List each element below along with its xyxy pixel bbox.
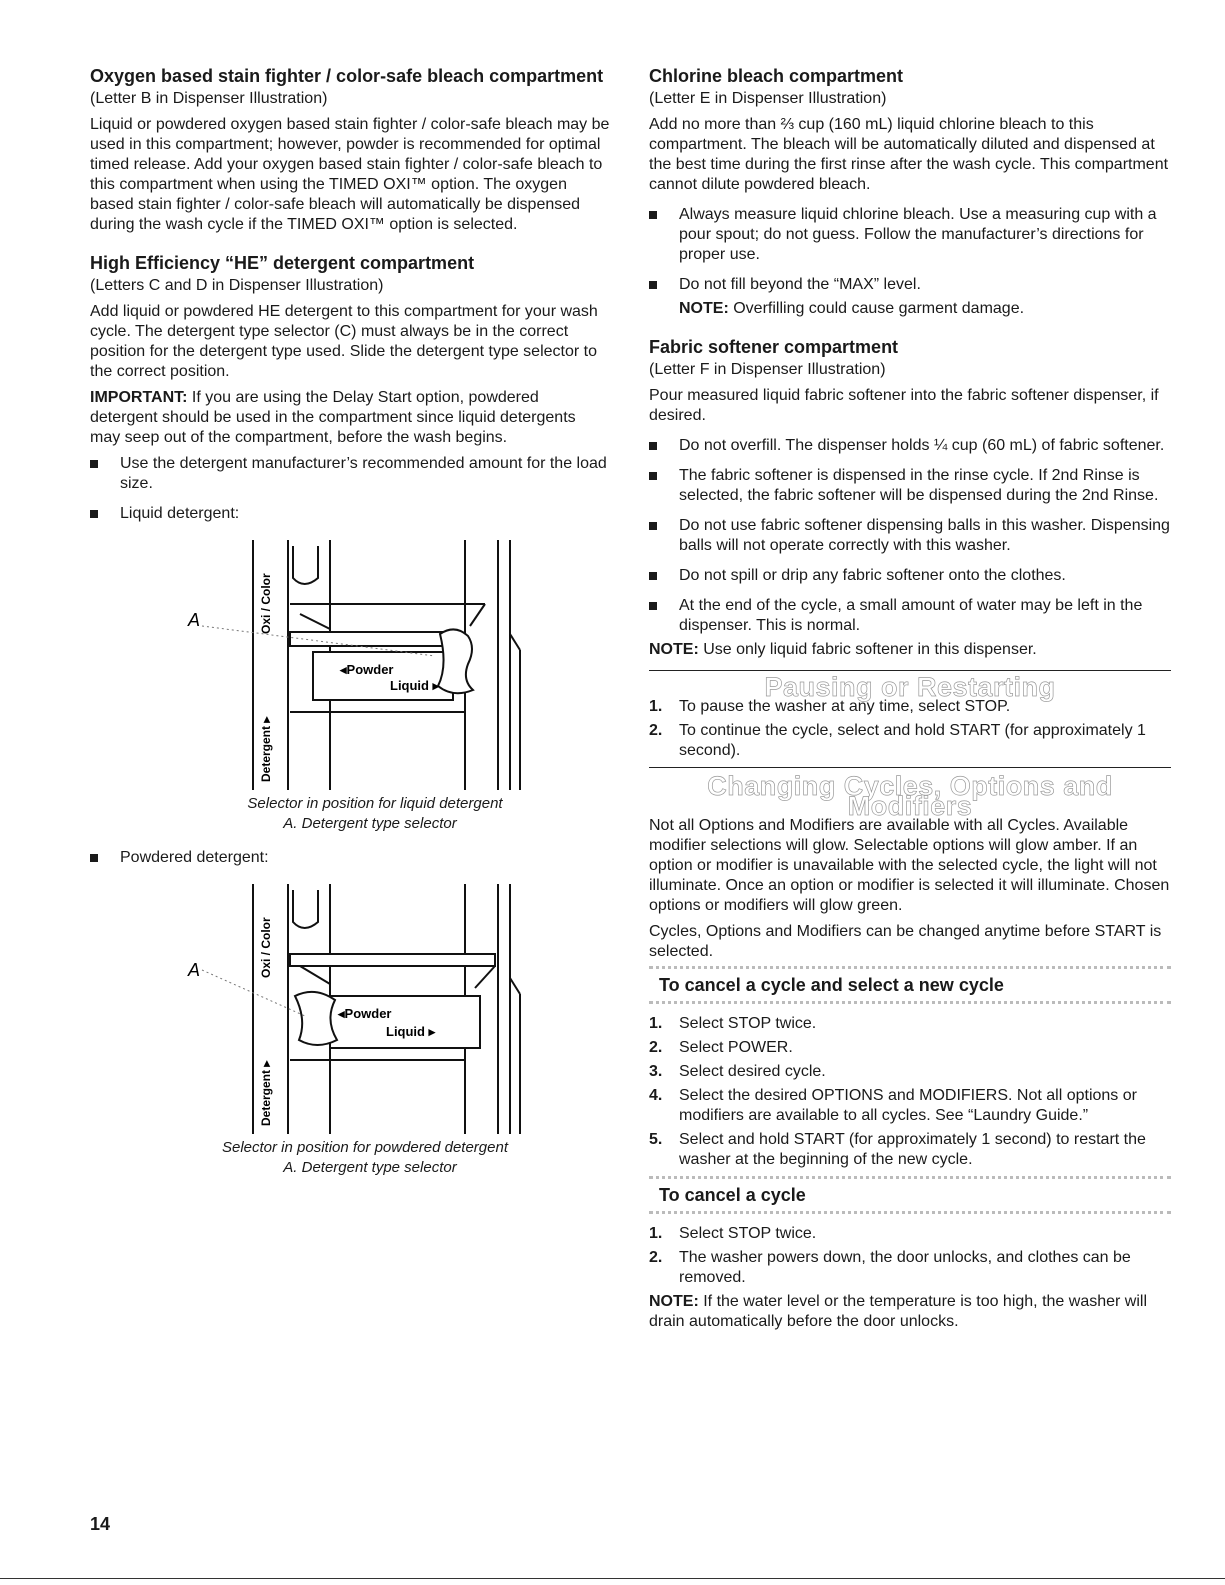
he-body: Add liquid or powdered HE detergent to this compartment for your wash cycle. The detergent type selector (C) must always be in the correct position for the detergent type used. Slide the detergent type selector to the correct position.: [90, 303, 598, 380]
pausing-steps: [649, 697, 1171, 761]
softener-bullets: [649, 436, 1171, 636]
figure-caption-2: A. Detergent type selector: [283, 1159, 457, 1176]
liquid-selector-illustration: [90, 534, 610, 794]
softener-bullet: The fabric softener is dispensed in the rinse cycle. If 2nd Rinse is selected, the fabric softener will be dispensed during the 2nd Rinse.: [649, 466, 1171, 506]
liquid-label: Liquid ▸: [390, 678, 440, 693]
chlorine-bullet: Always measure liquid chlorine bleach. Use a measuring cup with a pour spout; do not guess. Follow the manufacturer’s directions for proper use.: [649, 205, 1171, 265]
note-text: If the water level or the temperature is too high, the washer will drain automatically before the door unlocks.: [649, 1293, 1147, 1330]
oxi-color-label: Oxi / Color: [259, 917, 273, 978]
detergent-label: Detergent ▸: [259, 1060, 273, 1126]
softener-note: [649, 640, 1171, 660]
cancel-new-step: 5. Select and hold START (for approximately 1 second) to restart the washer at the beginning of the new cycle.: [649, 1131, 1146, 1168]
powder-label: ◂Powder: [338, 1006, 392, 1021]
cancel-new-step: 2. Select POWER.: [649, 1039, 793, 1056]
subsection-divider: [649, 966, 1171, 969]
softener-bullet: At the end of the cycle, a small amount of water may be left in the dispenser. This is normal.: [649, 596, 1171, 636]
cancel-heading: To cancel a cycle: [659, 1185, 806, 1205]
cancel-new-step: 4. Select the desired OPTIONS and MODIFIERS. Not all options or modifiers are available to all cycles. See “Laundry Guide.”: [649, 1087, 1137, 1124]
figure-letter-a: A: [188, 610, 201, 630]
page-bottom-rule: [0, 1578, 1225, 1579]
he-important: [90, 388, 610, 448]
figure-caption: Selector in position for liquid detergent: [247, 795, 503, 812]
softener-body: Pour measured liquid fabric softener into the fabric softener dispenser, if desired.: [649, 387, 1159, 424]
powdered-detergent-figure: [90, 878, 610, 1138]
pausing-step: 2. To continue the cycle, select and hold START (for approximately 1 second).: [649, 722, 1146, 759]
subsection-divider: [649, 1211, 1171, 1214]
powder-label: ◂Powder: [340, 662, 394, 677]
changing-heading: Changing Cycles, Options and Modifiers: [707, 771, 1113, 821]
cancel-note: [649, 1292, 1171, 1332]
subsection-divider: [649, 1001, 1171, 1004]
changing-paragraph-2: Cycles, Options and Modifiers can be changed anytime before START is selected.: [649, 923, 1162, 960]
he-heading: High Efficiency “HE” detergent compartment: [90, 253, 475, 273]
oxygen-heading: Oxygen based stain fighter / color-safe bleach compartment: [90, 66, 604, 86]
figure-caption: Selector in position for powdered detergent: [221, 1139, 508, 1156]
liquid-detergent-figure: [90, 534, 610, 794]
important-label: IMPORTANT:: [90, 389, 188, 406]
cancel-new-steps: [649, 1014, 1171, 1170]
figure-letter-a: A: [188, 960, 201, 980]
section-divider: [649, 670, 1171, 671]
section-divider: [649, 767, 1171, 768]
cancel-new-step: 3. Select desired cycle.: [649, 1063, 826, 1080]
he-sub: (Letters C and D in Dispenser Illustration): [90, 277, 384, 294]
right-column: [649, 66, 1171, 1338]
cancel-step: 1. Select STOP twice.: [649, 1225, 817, 1242]
softener-heading: Fabric softener compartment: [649, 337, 899, 357]
subsection-divider: [649, 1176, 1171, 1179]
powdered-selector-illustration: [90, 878, 610, 1138]
chlorine-note: [649, 299, 1171, 319]
changing-paragraph-1: Not all Options and Modifiers are available with all Cycles. Available modifier selections will glow. Selectable options will glow amber. If an option or modifier is unavailable with the selected cycle, the light will not illuminate. Once an option or modifier is selected it will illuminate. Chosen options or modifiers will glow green.: [649, 817, 1170, 914]
softener-bullet: Do not overfill. The dispenser holds ¼ cup (60 mL) of fabric softener.: [649, 436, 1171, 456]
note-label: NOTE:: [649, 1293, 699, 1310]
oxygen-sub: (Letter B in Dispenser Illustration): [90, 90, 328, 107]
note-label: NOTE:: [679, 300, 729, 317]
oxi-color-label: Oxi / Color: [259, 573, 273, 634]
note-text: Use only liquid fabric softener in this dispenser.: [698, 641, 1037, 658]
oxygen-body: Liquid or powdered oxygen based stain fighter / color-safe bleach may be used in this compartment; however, powder is recommended for optimal timed release. Add your oxygen based stain fighter / color-safe bleach to this compartment when using the TIMED OXI™ option. The oxygen based stain fighter / color-safe bleach will automatically be dispensed during the wash cycle if the TIMED OXI™ option is selected.: [90, 116, 610, 233]
cancel-steps: [649, 1224, 1171, 1288]
note-text: Overfilling could cause garment damage.: [728, 300, 1025, 317]
he-bullets: [90, 454, 610, 524]
cancel-new-heading: To cancel a cycle and select a new cycle: [659, 975, 1004, 995]
page-number: 14: [90, 1514, 111, 1534]
powdered-bullets: [90, 848, 610, 868]
he-bullet: Liquid detergent:: [90, 504, 610, 524]
liquid-label: Liquid ▸: [386, 1024, 436, 1039]
left-column: [90, 66, 610, 1178]
pausing-heading: Pausing or Restarting: [764, 672, 1056, 702]
chlorine-body: Add no more than ⅔ cup (160 mL) liquid chlorine bleach to this compartment. The bleach will be automatically diluted and dispensed at the best time during the first rinse after the wash cycle. This compartment cannot dilute powdered bleach.: [649, 116, 1169, 193]
pausing-step: 1. To pause the washer at any time, select STOP.: [649, 698, 1011, 715]
note-label: NOTE:: [649, 641, 699, 658]
important-text: If you are using the Delay Start option, powdered detergent should be used in the compartment since liquid detergents may seep out of the compartment, before the wash begins.: [90, 389, 576, 446]
he-bullet: Use the detergent manufacturer’s recommended amount for the load size.: [90, 454, 610, 494]
softener-bullet: Do not use fabric softener dispensing balls in this washer. Dispensing balls will not operate correctly with this washer.: [649, 516, 1171, 556]
chlorine-bullet: Do not fill beyond the “MAX” level.: [649, 275, 1171, 295]
detergent-label: Detergent ▸: [259, 716, 273, 782]
powdered-bullet: Powdered detergent:: [90, 848, 610, 868]
chlorine-sub: (Letter E in Dispenser Illustration): [649, 90, 887, 107]
chlorine-bullets: [649, 205, 1171, 295]
chlorine-heading: Chlorine bleach compartment: [649, 66, 904, 86]
softener-sub: (Letter F in Dispenser Illustration): [649, 361, 886, 378]
softener-bullet: Do not spill or drip any fabric softener onto the clothes.: [649, 566, 1171, 586]
figure-caption-2: A. Detergent type selector: [283, 815, 457, 832]
cancel-step: 2. The washer powers down, the door unlocks, and clothes can be removed.: [649, 1249, 1131, 1286]
cancel-new-step: 1. Select STOP twice.: [649, 1015, 817, 1032]
